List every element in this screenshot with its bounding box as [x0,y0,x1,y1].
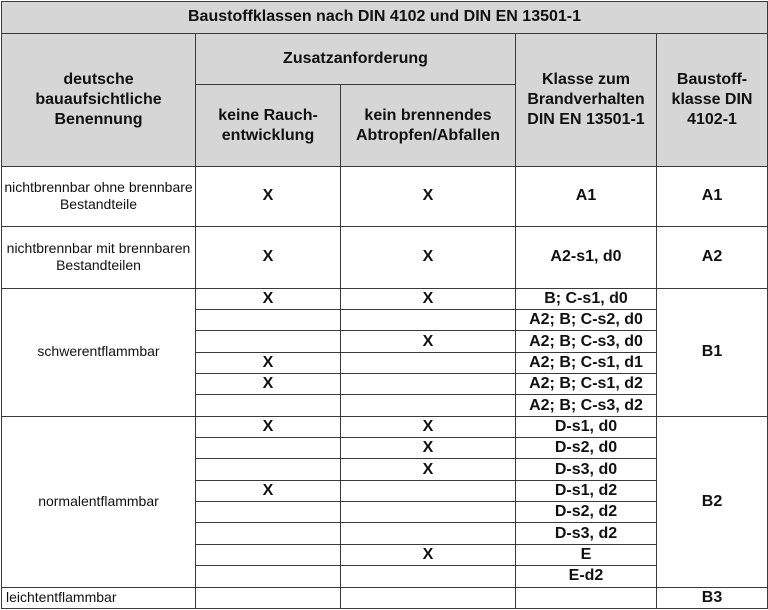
row-designation: normalentflammbar [2,416,196,587]
en-class-cell: A2; B; C-s1, d2 [516,374,657,395]
table-body [2,2,768,609]
en-class-cell: D-s1, d0 [516,416,657,437]
smoke-mark [196,502,341,523]
table-title: Baustoffklassen nach DIN 4102 und DIN EN 13501-1 [2,2,768,34]
header-designation: deutsche bauaufsichtliche Benennung [2,33,196,166]
smoke-mark [196,566,341,587]
table-row [2,587,768,609]
smoke-mark: X [196,416,341,437]
en-class-cell: A2-s1, d0 [516,226,657,288]
smoke-mark [196,587,341,609]
drip-mark: X [341,416,516,437]
table-row [2,288,768,309]
smoke-mark: X [196,226,341,288]
en-class-cell: D-s3, d0 [516,459,657,480]
drip-mark: X [341,459,516,480]
header-din-class: Baustoff-klasse DIN 4102-1 [657,33,768,166]
drip-mark [341,310,516,331]
drip-mark [341,502,516,523]
row-designation: nichtbrennbar mit brennbaren Bestandteilen [2,226,196,288]
smoke-mark: X [196,288,341,309]
en-class-cell: A2; B; C-s2, d0 [516,310,657,331]
smoke-mark [196,544,341,565]
row-designation: nichtbrennbar ohne brennbare Bestandteile [2,166,196,226]
en-class-cell [516,587,657,609]
drip-mark [341,523,516,544]
header-en-class: Klasse zum Brandverhalten DIN EN 13501-1 [516,33,657,166]
din-class-cell: B3 [657,587,768,609]
din-class-cell: B2 [657,416,768,587]
en-class-cell: D-s3, d2 [516,523,657,544]
en-class-cell: D-s2, d2 [516,502,657,523]
smoke-mark: X [196,166,341,226]
smoke-mark: X [196,374,341,395]
smoke-mark [196,459,341,480]
en-class-cell: A2; B; C-s3, d0 [516,331,657,352]
drip-mark [341,566,516,587]
smoke-mark [196,438,341,459]
drip-mark: X [341,288,516,309]
drip-mark [341,395,516,416]
en-class-cell: A1 [516,166,657,226]
en-class-cell: A2; B; C-s1, d1 [516,352,657,373]
title-row [2,2,768,34]
table-row [2,416,768,437]
din-class-cell: A2 [657,226,768,288]
header-no-smoke: keine Rauch-entwicklung [196,85,341,166]
drip-mark [341,374,516,395]
drip-mark: X [341,544,516,565]
en-class-cell: A2; B; C-s3, d2 [516,395,657,416]
din-table-wrapper [1,1,767,609]
en-class-cell: D-s1, d2 [516,480,657,501]
row-designation: schwerentflammbar [2,288,196,416]
drip-mark: X [341,331,516,352]
drip-mark [341,352,516,373]
drip-mark [341,587,516,609]
smoke-mark [196,523,341,544]
din-class-cell: B1 [657,288,768,416]
en-class-cell: E-d2 [516,566,657,587]
drip-mark [341,480,516,501]
smoke-mark [196,395,341,416]
drip-mark: X [341,166,516,226]
en-class-cell: E [516,544,657,565]
header-no-drip: kein brennendes Abtropfen/Abfallen [341,85,516,166]
din-class-cell: A1 [657,166,768,226]
fire-class-table [1,1,768,609]
smoke-mark: X [196,480,341,501]
smoke-mark [196,310,341,331]
header-additional-requirement: Zusatzanforderung [196,33,516,85]
row-designation: leichtentflammbar [2,587,196,609]
table-row [2,226,768,288]
header-row-1 [2,33,768,85]
smoke-mark [196,331,341,352]
smoke-mark: X [196,352,341,373]
en-class-cell: D-s2, d0 [516,438,657,459]
table-row [2,166,768,226]
en-class-cell: B; C-s1, d0 [516,288,657,309]
drip-mark: X [341,438,516,459]
drip-mark: X [341,226,516,288]
